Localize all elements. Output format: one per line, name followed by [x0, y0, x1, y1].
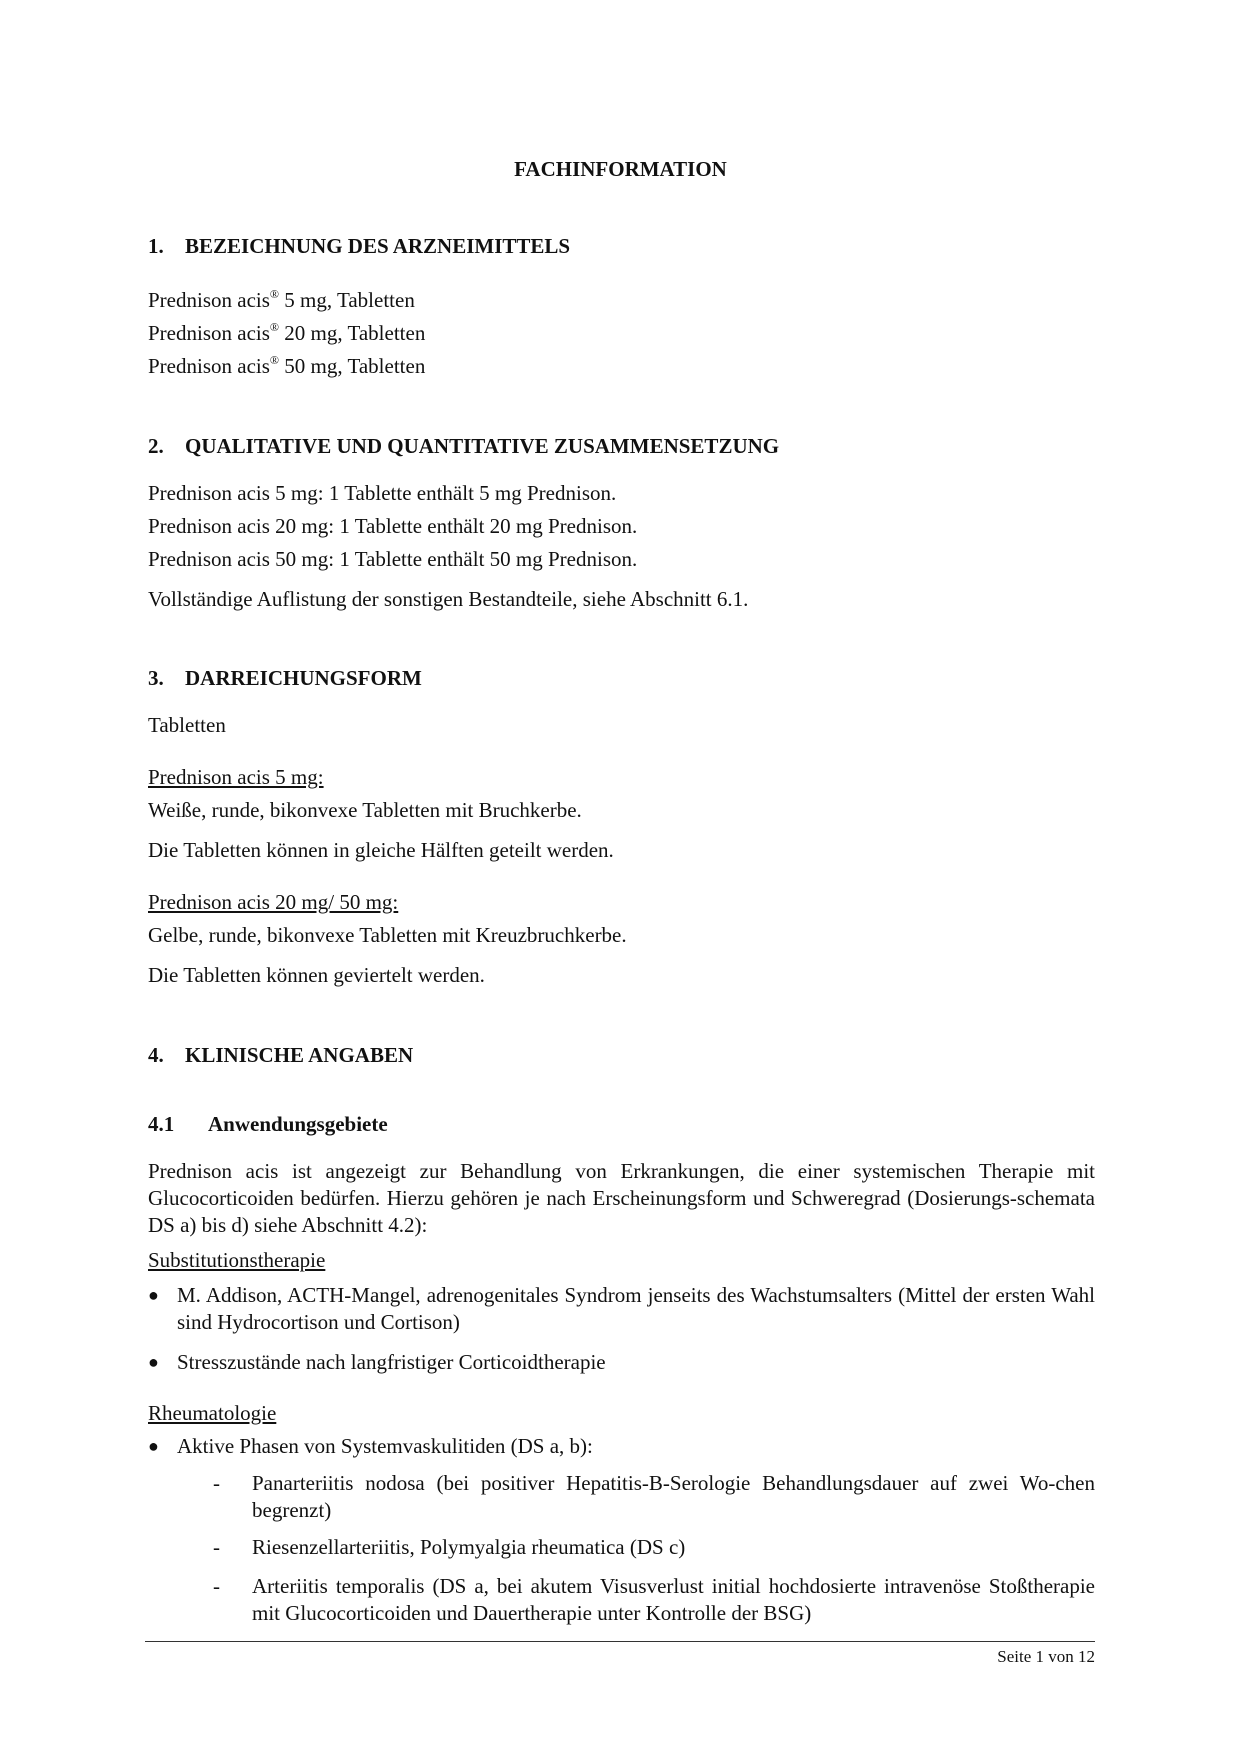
description-line: Die Tabletten können in gleiche Hälften geteilt werden. [148, 838, 614, 862]
sub-list-item: Panarteriitis nodosa (bei positiver Hepatitis-B-Serologie Behandlungsdauer auf zwei Wo-chen begrenzt) [252, 1471, 1095, 1522]
section-1-heading: BEZEICHNUNG DES ARZNEIMITTELS [185, 234, 571, 258]
description-line: Weiße, runde, bikonvexe Tabletten mit Bruchkerbe. [148, 798, 582, 822]
sub-list-item: Riesenzellarteriitis, Polymyalgia rheumatica (DS c) [252, 1535, 686, 1559]
dash-marker: - [213, 1471, 220, 1495]
page-number: Seite 1 von 12 [997, 1647, 1095, 1666]
list-item: M. Addison, ACTH-Mangel, adrenogenitales Syndrom jenseits des Wachstumsalters (Mittel der ersten Wahl sind Hydrocortison und Cortison) [177, 1283, 1095, 1334]
subsection-4-1-number: 4.1 [148, 1112, 175, 1136]
composition-line: Prednison acis 50 mg: 1 Tablette enthält 50 mg Prednison. [148, 547, 638, 571]
description-line: Gelbe, runde, bikonvexe Tabletten mit Kreuzbruchkerbe. [148, 923, 627, 947]
indications-intro: Prednison acis ist angezeigt zur Behandlung von Erkrankungen, die einer systemischen Therapie mit Glucocorticoiden bedürfen. Hierzu gehören je nach Erscheinungsform und Schweregrad (Dosierungs-schemata DS a) bis d) siehe Abschnitt 4.2): [148, 1159, 1095, 1237]
dash-marker: - [213, 1535, 220, 1559]
section-2-number: 2. [148, 434, 164, 458]
composition-line: Prednison acis 5 mg: 1 Tablette enthält 5 mg Prednison. [148, 481, 617, 505]
description-line: Die Tabletten können geviertelt werden. [148, 963, 485, 987]
dash-marker: - [213, 1574, 220, 1598]
bullet-icon: ● [148, 1352, 159, 1372]
product-name-line: Prednison acis® 50 mg, Tabletten [148, 353, 426, 378]
sub-list-item: Arteriitis temporalis (DS a, bei akutem Visusverlust initial hochdosierte intravenöse Stoßtherapie mit Glucocorticoiden und Dauertherapie unter Kontrolle der BSG) [252, 1574, 1095, 1625]
subsection-label: Prednison acis 5 mg: [148, 765, 324, 789]
section-3-heading: DARREICHUNGSFORM [185, 666, 422, 690]
section-4-number: 4. [148, 1043, 164, 1067]
section-3-number: 3. [148, 666, 164, 690]
bullet-icon: ● [148, 1285, 159, 1305]
subsection-4-1-heading: Anwendungsgebiete [208, 1112, 388, 1136]
product-name-line: Prednison acis® 5 mg, Tabletten [148, 287, 415, 312]
product-name-line: Prednison acis® 20 mg, Tabletten [148, 320, 426, 345]
composition-line: Prednison acis 20 mg: 1 Tablette enthält 20 mg Prednison. [148, 514, 638, 538]
section-4-heading: KLINISCHE ANGABEN [185, 1043, 414, 1067]
category-label: Substitutionstherapie [148, 1248, 326, 1272]
document-title: FACHINFORMATION [514, 157, 727, 181]
section-1-number: 1. [148, 234, 164, 258]
composition-line: Vollständige Auflistung der sonstigen Bestandteile, siehe Abschnitt 6.1. [148, 587, 749, 611]
footer-divider [145, 1641, 1095, 1642]
bullet-icon: ● [148, 1436, 159, 1456]
list-item: Aktive Phasen von Systemvaskulitiden (DS a, b): [177, 1434, 593, 1458]
dosage-form-text: Tabletten [148, 713, 226, 737]
subsection-label: Prednison acis 20 mg/ 50 mg: [148, 890, 399, 914]
section-2-heading: QUALITATIVE UND QUANTITATIVE ZUSAMMENSETZUNG [185, 434, 780, 458]
category-label: Rheumatologie [148, 1401, 277, 1425]
list-item: Stresszustände nach langfristiger Corticoidtherapie [177, 1350, 606, 1374]
